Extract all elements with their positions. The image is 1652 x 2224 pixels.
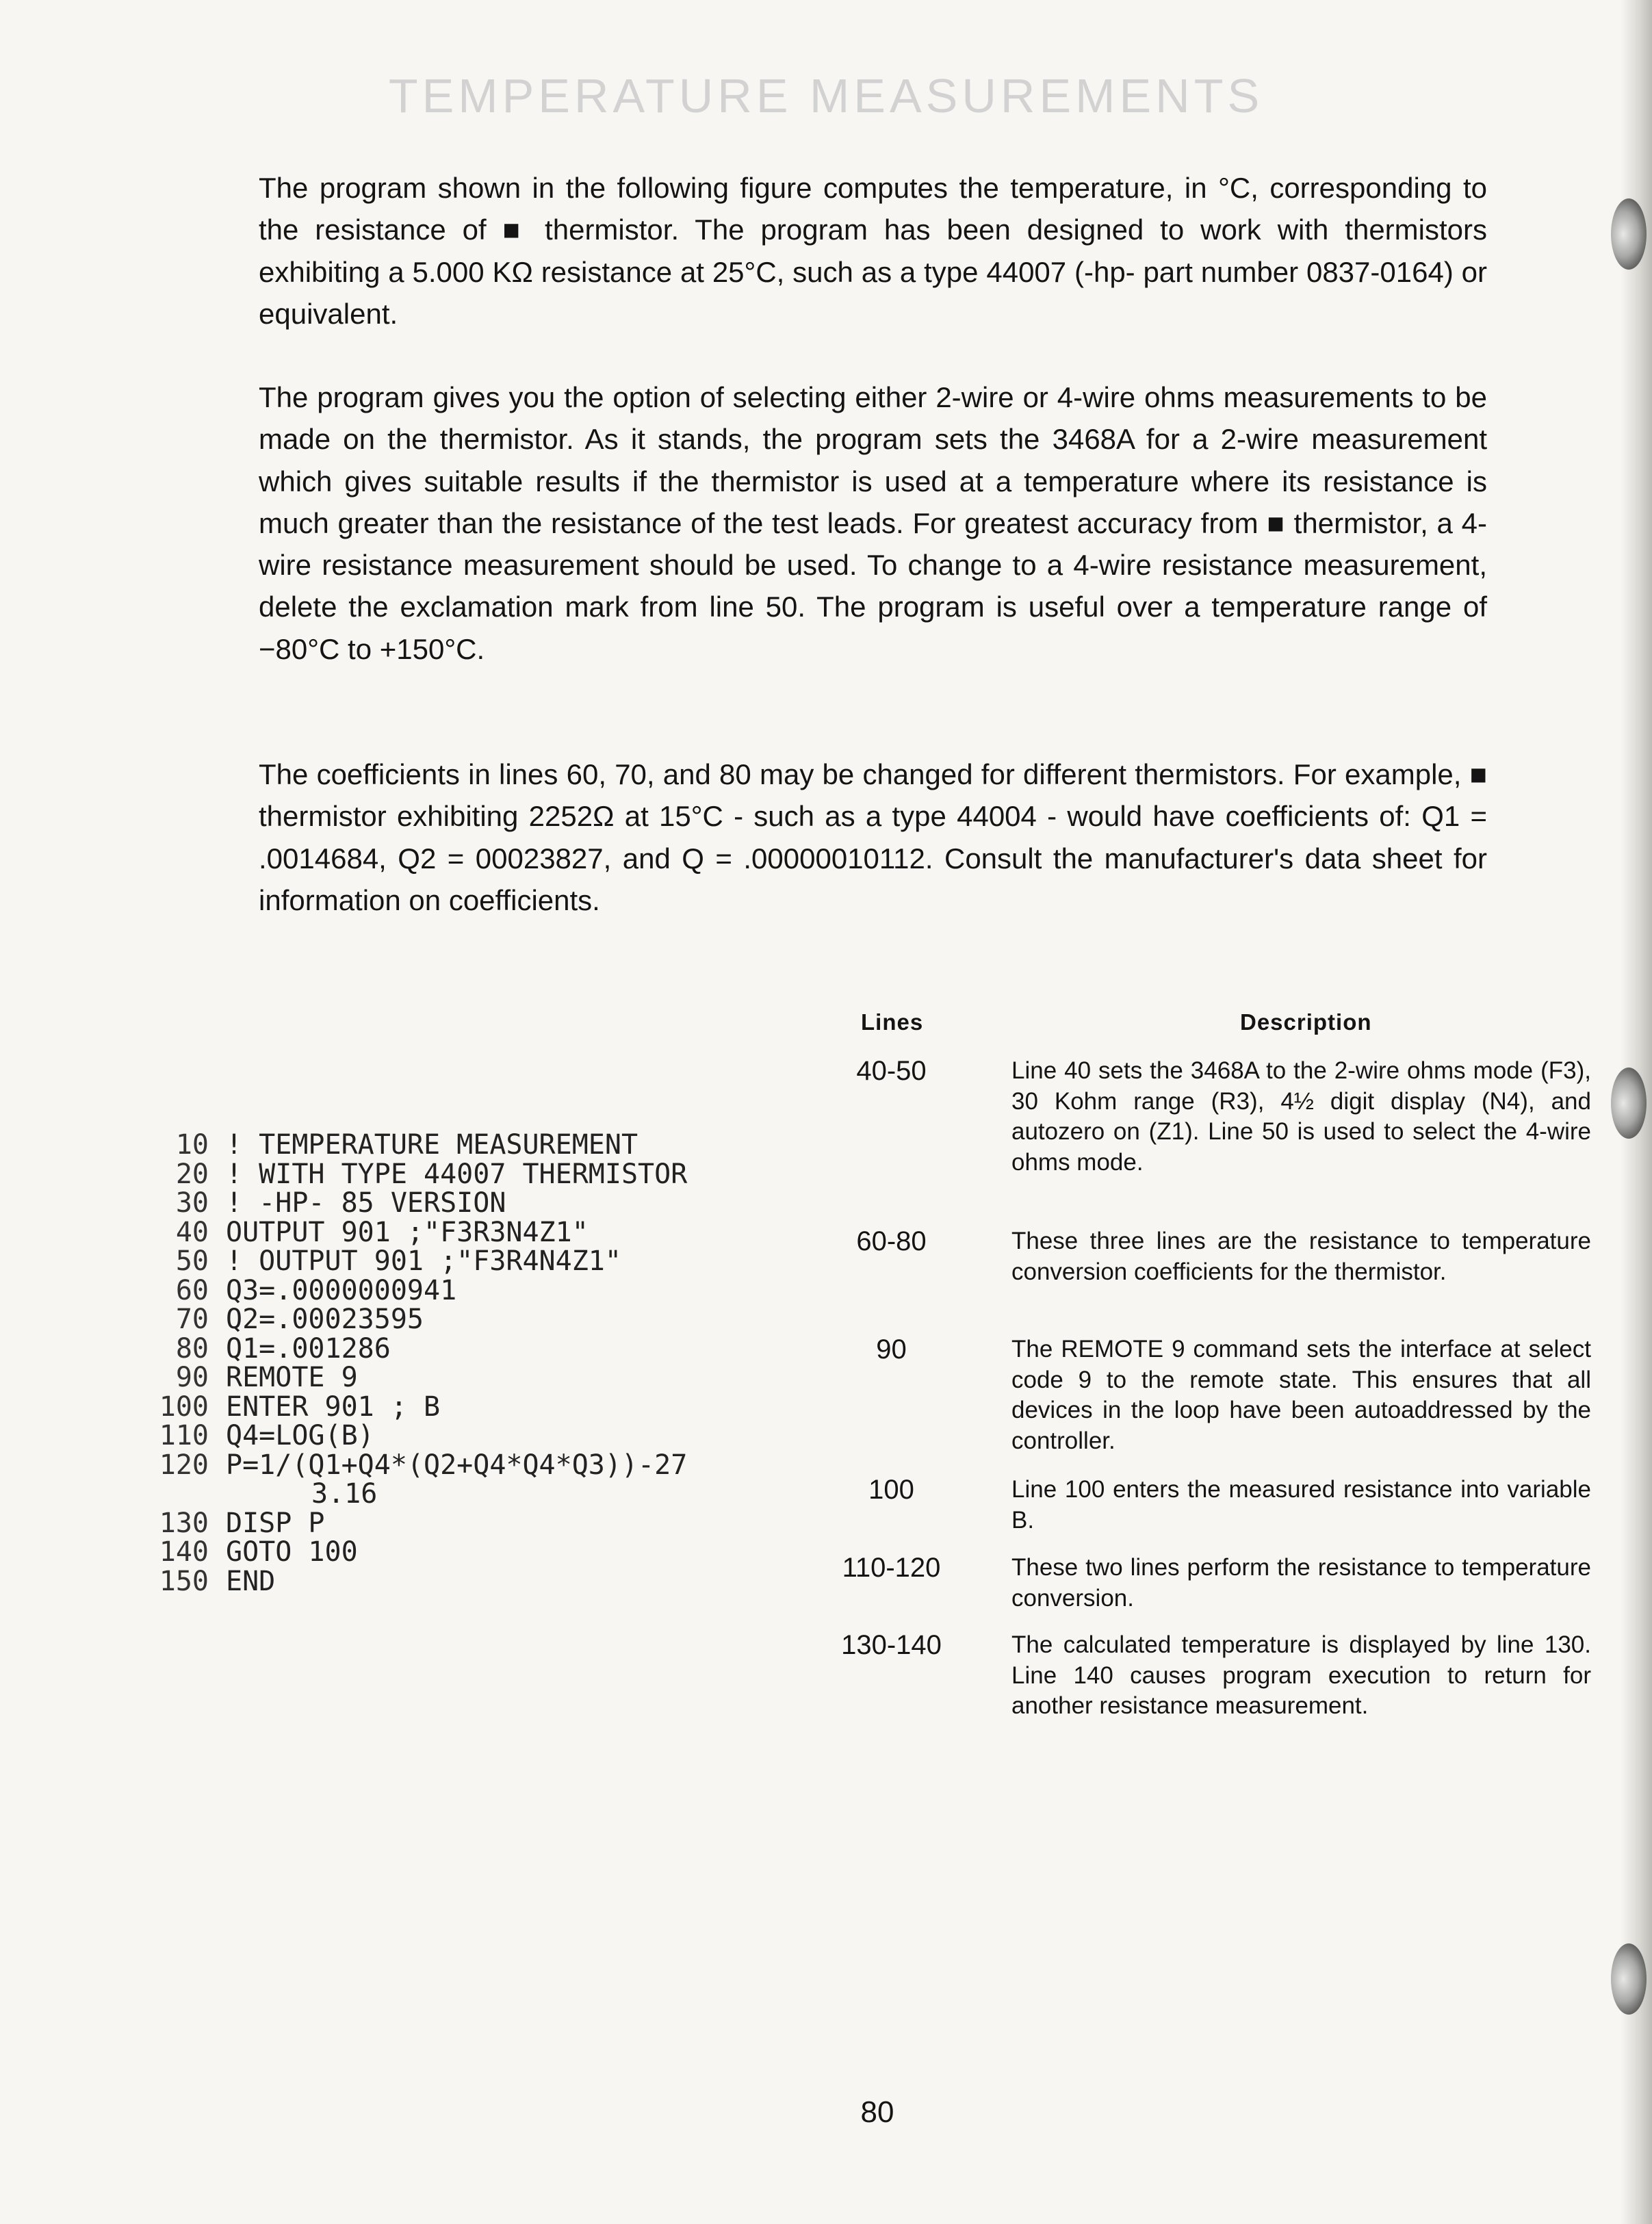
line-number: 50 (175, 1245, 209, 1277)
program-line (140, 1334, 825, 1364)
program-line-continuation (140, 1479, 825, 1509)
line-number: 130 (159, 1507, 209, 1539)
row-description: The calculated temperature is displayed by line 130. Line 140 causes program execution to return for another resistance measurement. (1011, 1631, 1591, 1719)
program-line (140, 1421, 825, 1451)
program-line (140, 1509, 825, 1538)
binder-hole (1611, 1068, 1647, 1139)
line-number: 150 (159, 1565, 209, 1597)
row-description: Line 40 sets the 3468A to the 2-wire ohms mode (F3), 30 Kohm range (R3), 4½ digit display (N4), and autozero on (Z1). Line 50 is used to select the 4-wire ohms mode. (1011, 1057, 1591, 1176)
row-lines: 110-120 (842, 1553, 941, 1583)
table-row (821, 1630, 1591, 1722)
page-title: TEMPERATURE MEASUREMENTS (388, 69, 1264, 122)
line-number: 120 (159, 1449, 209, 1481)
line-statement: DISP P (226, 1507, 325, 1539)
program-line (140, 1130, 825, 1160)
line-statement: REMOTE 9 (226, 1362, 358, 1393)
coefficients-paragraph: The coefficients in lines 60, 70, and 80 may be changed for different thermistors. For example, ■ thermistor exhibiting 2252Ω at 15°C - such as a type 44004 - would have coefficients of: Q1 = .0014684, Q2 = 00023827, and Q = .00000010112. Consult the manufacturer's data sheet for information on coefficients. (259, 758, 1487, 916)
binder-hole (1611, 1943, 1647, 2015)
line-statement: P=1/(Q1+Q4*(Q2+Q4*Q4*Q3))-27 (226, 1449, 688, 1481)
line-statement: Q3=.0000000941 (226, 1274, 457, 1306)
table-row (821, 1553, 1591, 1614)
program-line (140, 1160, 825, 1189)
line-number: 10 (175, 1129, 209, 1161)
line-statement: GOTO 100 (226, 1536, 358, 1568)
row-description: Line 100 enters the measured resistance into variable B. (1011, 1476, 1591, 1534)
row-description: These three lines are the resistance to temperature conversion coefficients for the thermistor. (1011, 1228, 1591, 1285)
row-lines: 40-50 (856, 1056, 927, 1086)
line-statement: OUTPUT 901 ;"F3R3N4Z1" (226, 1216, 589, 1248)
row-lines: 130-140 (841, 1630, 942, 1660)
program-line (140, 1305, 825, 1334)
program-line (140, 1538, 825, 1567)
line-number: 60 (175, 1274, 209, 1306)
row-lines: 90 (876, 1334, 907, 1365)
wiring-paragraph: The program gives you the option of selecting either 2-wire or 4-wire ohms measurements to be made on the thermistor. As it stands, the program sets the 3468A for a 2-wire measurement which gives suitable results if the thermistor is used at a temperature where its resistance is much greater than the resistance of the test leads. For greatest accuracy from ■ thermistor, a 4-wire resistance measurement should be used. To change to a 4-wire resistance measurement, delete the exclamation mark from line 50. The program is useful over a temperature range of −80°C to +150°C. (259, 381, 1487, 665)
line-statement: Q4=LOG(B) (226, 1420, 374, 1451)
line-statement: ! OUTPUT 901 ;"F3R4N4Z1" (226, 1245, 621, 1277)
line-number (140, 1479, 209, 1509)
program-line (140, 1363, 825, 1393)
lines-column-header: Lines (861, 1009, 924, 1035)
line-statement: Q2=.00023595 (226, 1304, 424, 1335)
line-statement: ENTER 901 ; B (226, 1391, 441, 1423)
line-number: 30 (175, 1187, 209, 1219)
description-column-header: Description (1240, 1009, 1372, 1035)
line-number: 40 (175, 1216, 209, 1248)
binder-hole (1611, 198, 1647, 270)
line-statement: END (226, 1565, 276, 1597)
line-statement: ! TEMPERATURE MEASUREMENT (226, 1129, 638, 1161)
program-line (140, 1247, 825, 1276)
line-number: 110 (159, 1420, 209, 1451)
row-description: The REMOTE 9 command sets the interface at select code 9 to the remote state. This ensures that all devices in the loop have been autoaddressed by the controller. (1011, 1336, 1591, 1454)
program-line (140, 1189, 825, 1218)
line-statement: Q1=.001286 (226, 1332, 391, 1365)
program-line (140, 1276, 825, 1306)
table-row (821, 1475, 1591, 1536)
table-row (821, 1226, 1591, 1287)
line-statement: ! WITH TYPE 44007 THERMISTOR (226, 1158, 688, 1190)
line-number: 80 (175, 1332, 209, 1365)
line-number: 140 (159, 1536, 209, 1568)
intro-paragraph: The program shown in the following figure computes the temperature, in °C, corresponding to the resistance of ■ thermistor. The program has been designed to work with thermistors exhibiting a 5.000 KΩ resistance at 25°C, such as a type 44007 (-hp- part number 0837-0164) or equivalent. (259, 172, 1487, 330)
line-number: 20 (175, 1158, 209, 1190)
line-statement: 3.16 (311, 1478, 378, 1510)
program-listing (140, 1130, 825, 1596)
row-lines: 100 (868, 1475, 914, 1505)
table-row (821, 1334, 1591, 1456)
row-lines: 60-80 (856, 1226, 927, 1256)
program-line (140, 1567, 825, 1596)
table-row (821, 1056, 1591, 1178)
program-line (140, 1451, 825, 1480)
line-statement: ! -HP- 85 VERSION (226, 1187, 506, 1219)
line-number: 100 (159, 1391, 209, 1423)
row-description: These two lines perform the resistance to temperature conversion. (1011, 1554, 1591, 1612)
program-line (140, 1218, 825, 1247)
line-number: 70 (175, 1304, 209, 1335)
program-line (140, 1393, 825, 1422)
page-number: 80 (860, 2095, 894, 2129)
line-number: 90 (175, 1362, 209, 1393)
